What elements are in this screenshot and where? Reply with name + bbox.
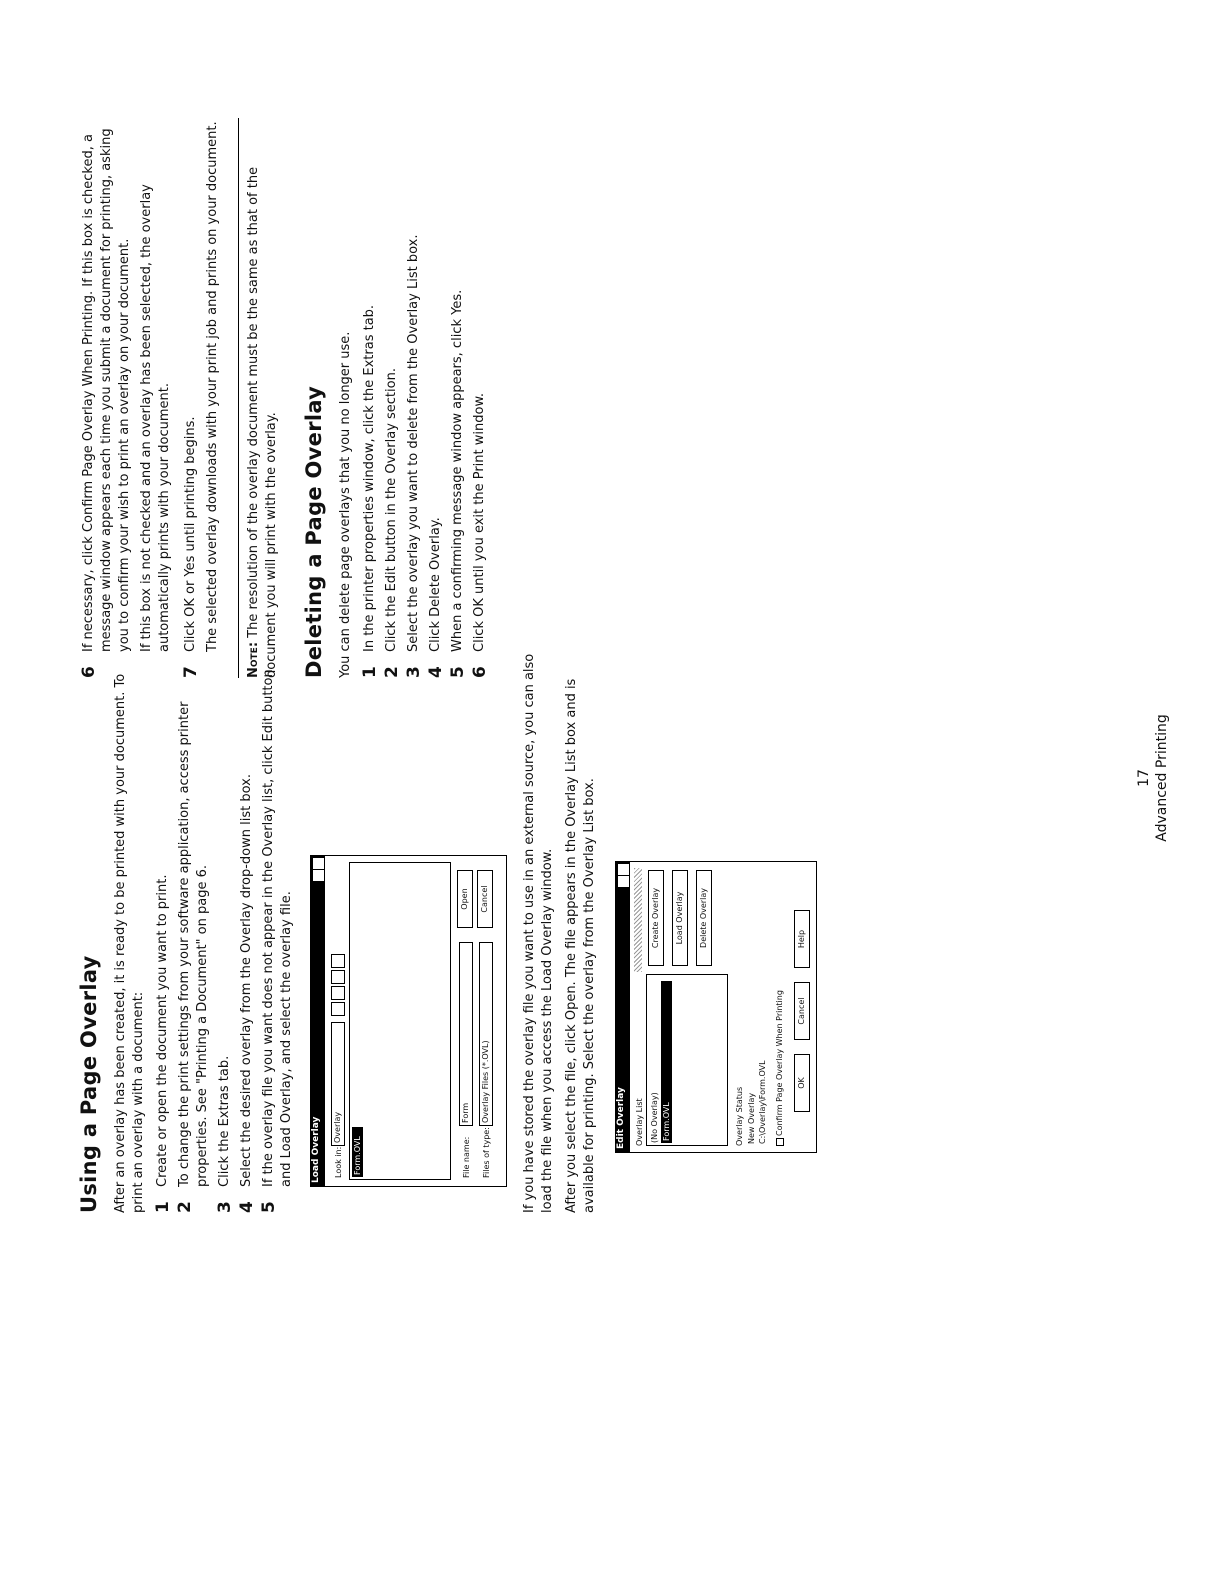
load-overlay-dialog	[310, 855, 507, 1187]
step-3	[216, 653, 234, 1213]
step-text: To change the print settings from your software application, access printer properties. See "Printing a Document" on page 6.	[177, 701, 210, 1187]
file-type-select[interactable]: Overlay Files (*.OVL)	[479, 942, 493, 1126]
step-subtext: The selected overlay downloads with your print job and prints on your document.	[205, 121, 220, 652]
load-overlay-button[interactable]: Load Overlay	[672, 870, 688, 966]
step-number: 3	[404, 666, 424, 678]
file-name-input[interactable]: Form	[459, 942, 473, 1126]
step-number: 4	[237, 1201, 257, 1213]
overlay-list-item-selected[interactable]: Form.OVL	[661, 981, 672, 1143]
step-number: 2	[382, 666, 402, 678]
note-label: Note:	[246, 641, 261, 678]
heading-using-overlay: Using a Page Overlay	[77, 955, 101, 1213]
confirm-label: Confirm Page Overlay When Printing	[775, 990, 784, 1136]
dialog-title: Edit Overlay	[616, 1087, 626, 1149]
overlay-list-item[interactable]: (No Overlay)	[650, 1092, 659, 1143]
up-folder-icon[interactable]	[331, 1002, 345, 1016]
step-1	[154, 653, 172, 1213]
step-text: Click OK until you exit the Print window.	[472, 392, 487, 652]
overlay-status-label: Overlay Status	[735, 1086, 744, 1146]
look-in-select[interactable]: Overlay	[331, 1022, 345, 1146]
step-text: When a confirming message window appears, click Yes.	[450, 289, 465, 652]
step-number: 1	[360, 666, 380, 678]
step-text: Click the Extras tab.	[217, 1055, 232, 1187]
heading-deleting-overlay: Deleting a Page Overlay	[302, 385, 326, 678]
close-icon[interactable]	[618, 864, 629, 875]
delete-step-1	[361, 118, 379, 678]
step-number: 6	[470, 666, 490, 678]
step-text: Click Delete Overlay.	[428, 517, 443, 652]
right-column	[80, 118, 493, 678]
note-box	[238, 118, 281, 678]
page-footer	[1135, 678, 1171, 878]
create-overlay-button[interactable]: Create Overlay	[648, 870, 664, 966]
overlay-list-label: Overlay List	[635, 1098, 644, 1146]
step-number: 6	[79, 666, 99, 678]
step-number: 3	[215, 1201, 235, 1213]
page-number: 17	[1136, 769, 1152, 787]
list-view-icon[interactable]	[331, 970, 345, 984]
edit-overlay-dialog	[615, 861, 817, 1153]
step-number: 1	[153, 1201, 173, 1213]
delete-step-6	[471, 118, 489, 678]
overlay-status-path: C:\Overlay\Form.OVL	[758, 1060, 767, 1144]
step-4	[238, 653, 256, 1213]
new-folder-icon[interactable]	[331, 986, 345, 1000]
step-number: 7	[181, 666, 201, 678]
step-5	[260, 653, 296, 1213]
step-text: If the overlay file you want does not appear in the Overlay list, click Edit button and Load Overlay, and select the overlay file.	[261, 669, 294, 1187]
step-number: 5	[259, 1201, 279, 1213]
step-text: Click OK or Yes until printing begins.	[183, 416, 198, 652]
dialog-titlebar	[311, 856, 325, 1186]
delete-step-3	[405, 118, 423, 678]
close-icon[interactable]	[313, 858, 324, 869]
help-button[interactable]: Help	[794, 910, 810, 968]
step-text: If necessary, click Confirm Page Overlay When Printing. If this box is checked, a message window appears each time you submit a document for printing, asking you to confirm your wish to print an overlay on your document.	[81, 128, 132, 652]
cancel-button[interactable]: Cancel	[794, 982, 810, 1040]
note-text: The resolution of the overlay document must be the same as that of the document you will print with the overlay.	[246, 166, 279, 678]
intro-text: After an overlay has been created, it is ready to be printed with your document. To print an overlay with a document:	[113, 673, 146, 1213]
section-name: Advanced Printing	[1154, 714, 1170, 842]
open-button[interactable]: Open	[457, 870, 473, 928]
hatched-area	[634, 868, 642, 972]
after-dialog-text-2: After you select the file, click Open. The file appears in the Overlay List box and is available for printing. Select the overlay from the Overlay List box.	[564, 678, 597, 1213]
left-column	[77, 653, 817, 1213]
step-text: Select the desired overlay from the Overlay drop-down list box.	[239, 774, 254, 1187]
delete-overlay-button[interactable]: Delete Overlay	[696, 870, 712, 966]
dialog-titlebar	[616, 862, 630, 1152]
file-list[interactable]	[349, 862, 451, 1180]
intro2-text: You can delete page overlays that you no longer use.	[338, 331, 353, 678]
delete-step-5	[449, 118, 467, 678]
file-name-label: File name:	[462, 1136, 471, 1178]
step-text: Create or open the document you want to print.	[155, 874, 170, 1187]
details-view-icon[interactable]	[331, 954, 345, 968]
overlay-status-value: New Overlay	[747, 1092, 756, 1144]
step-2	[176, 653, 212, 1213]
delete-step-4	[427, 118, 445, 678]
ok-button[interactable]: OK	[794, 1054, 810, 1112]
cancel-button[interactable]: Cancel	[477, 870, 493, 928]
file-type-label: Files of type:	[482, 1127, 491, 1178]
look-in-label: Look in:	[334, 1146, 343, 1178]
dialog-title: Load Overlay	[311, 1116, 321, 1183]
step-number: 5	[448, 666, 468, 678]
step-number: 2	[175, 1201, 195, 1213]
step-7	[182, 118, 226, 678]
step-text: Click the Edit button in the Overlay section.	[384, 368, 399, 652]
step-6	[80, 118, 178, 678]
delete-step-2	[383, 118, 401, 678]
after-dialog-text-1: If you have stored the overlay file you want to use in an external source, you can also load the file when you access the Load Overlay window.	[522, 653, 555, 1213]
step-text: Select the overlay you want to delete from the Overlay List box.	[406, 234, 421, 652]
confirm-checkbox[interactable]	[776, 1138, 784, 1146]
help-icon[interactable]	[313, 870, 324, 881]
step-number: 4	[426, 666, 446, 678]
help-icon[interactable]	[618, 876, 629, 887]
step-text: In the printer properties window, click the Extras tab.	[362, 304, 377, 652]
step-subtext: If this box is not checked and an overlay has been selected, the overlay automatically prints with your document.	[139, 184, 172, 652]
file-item[interactable]: Form.OVL	[352, 1127, 363, 1177]
